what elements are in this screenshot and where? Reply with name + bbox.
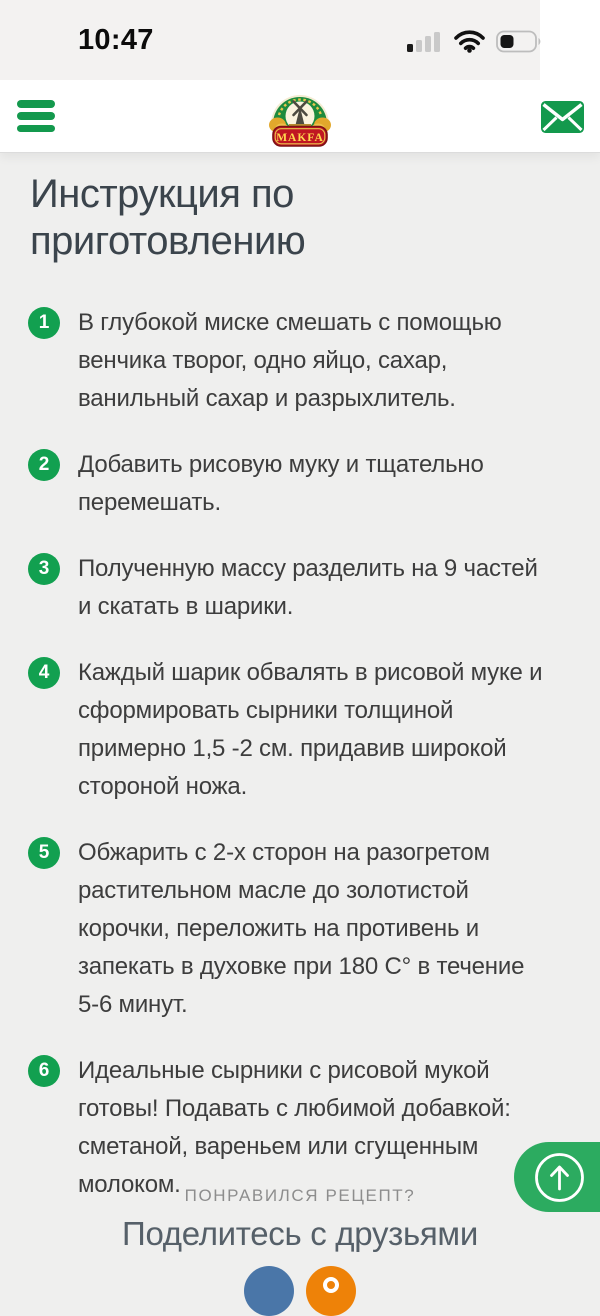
page-title: Инструкция по приготовлению <box>30 172 306 263</box>
instruction-step <box>28 834 572 1024</box>
battery-icon <box>496 30 542 58</box>
instruction-step <box>28 550 572 626</box>
makfa-logo-icon <box>268 88 332 147</box>
contact-mail-button[interactable] <box>541 101 584 136</box>
share-title: Поделитесь с друзьями <box>122 1215 478 1252</box>
status-time: 10:47 <box>78 24 154 56</box>
hamburger-icon <box>17 100 55 108</box>
instruction-step <box>28 304 572 418</box>
share-buttons <box>0 1266 600 1316</box>
step-number-badge: 4 <box>28 657 60 689</box>
instruction-step <box>28 1052 572 1204</box>
step-text: В глубокой миске смешать с помощью венчика творог, одно яйцо, сахар, ванильный сахар и разрыхлитель. <box>78 309 502 412</box>
recipe-instructions-section <box>0 154 600 1232</box>
status-icons <box>407 30 542 58</box>
step-number-badge: 3 <box>28 553 60 585</box>
envelope-icon <box>541 101 584 133</box>
step-text: Добавить рисовую муку и тщательно перемешать. <box>78 451 484 516</box>
makfa-logo[interactable] <box>268 88 332 147</box>
step-text: Обжарить с 2-х сторон на разогретом растительном масле до золотистой корочки, переложить на противень и запекать в духовке при 180 С° в течение 5-6 минут. <box>78 839 525 1018</box>
step-text: Полученную массу разделить на 9 частей и скатать в шарики. <box>78 555 538 620</box>
ok-icon <box>323 1277 339 1293</box>
share-kicker: ПОНРАВИЛСЯ РЕЦЕПТ? <box>184 1186 416 1205</box>
step-number-badge: 2 <box>28 449 60 481</box>
share-section <box>0 1186 600 1316</box>
menu-button[interactable] <box>17 100 55 132</box>
cellular-signal-icon <box>407 31 443 58</box>
step-number-badge: 5 <box>28 837 60 869</box>
vk-share-button[interactable] <box>244 1266 294 1316</box>
step-number-badge: 1 <box>28 307 60 339</box>
instruction-step <box>28 446 572 522</box>
step-number-badge: 6 <box>28 1055 60 1087</box>
instruction-steps-list <box>0 304 600 1204</box>
instruction-step <box>28 654 572 806</box>
status-bar <box>0 0 600 80</box>
step-text: Каждый шарик обвалять в рисовой муке и сформировать сырники толщиной примерно 1,5 -2 см. придавив широкой стороной ножа. <box>78 659 543 800</box>
scroll-to-top-button[interactable] <box>514 1142 600 1212</box>
wifi-icon <box>454 30 485 58</box>
logo-banner-text: MAKFA <box>276 132 324 144</box>
arrow-up-icon <box>533 1151 586 1204</box>
site-header <box>0 80 600 153</box>
ok-share-button[interactable] <box>306 1266 356 1316</box>
step-text: Идеальные сырники с рисовой мукой готовы! Подавать с любимой добавкой: сметаной, вареньем или сгущенным молоком. <box>78 1057 511 1198</box>
